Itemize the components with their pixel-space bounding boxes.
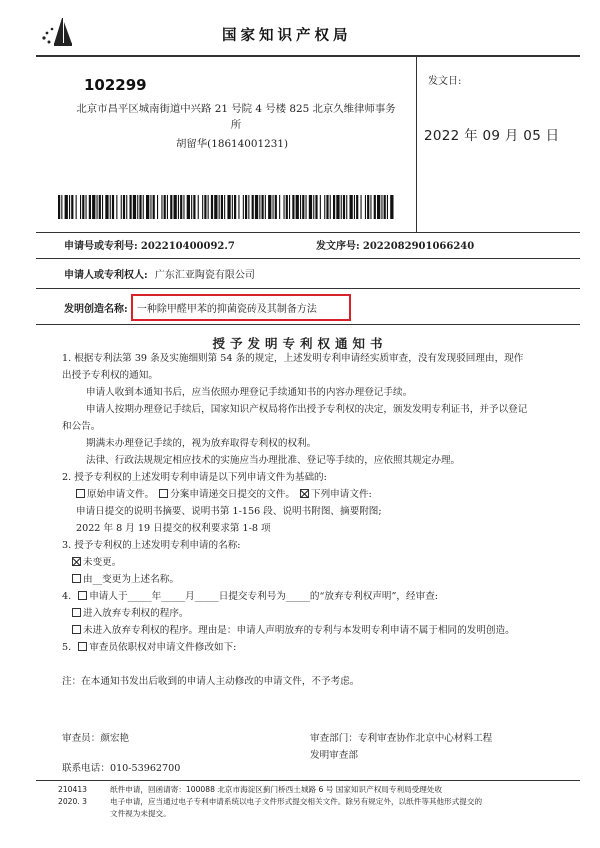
- form-code: 210413: [58, 785, 87, 794]
- option-name-unchanged: 未变更。: [83, 557, 122, 568]
- contact-phone: 联系电话：010-53962700: [62, 763, 181, 774]
- option-waiver-not-proceed: 未进入放弃专利权的程序。理由是：申请人声明放弃的专利与本发明专利申请不属于相同的发明创造。: [83, 625, 515, 636]
- department-line-2: 发明审查部: [310, 750, 358, 761]
- barcode-icon: [58, 195, 394, 219]
- footer-line-2: 电子申请，应当通过电子专利申请系统以电子文件形式提交相关文件。除另有规定外，以纸件等其他形式提交的: [110, 797, 483, 806]
- app-no-row: [64, 237, 235, 252]
- address-line-1: 北京市昌平区城南街道中兴路 21 号院 4 号楼 825 北京久维律师事务: [76, 103, 396, 115]
- serial-row: [316, 237, 474, 252]
- form-version: 2020. 3: [58, 797, 87, 806]
- para-4-number: 4.: [62, 591, 72, 602]
- applicant-label: 申请人或专利权人:: [64, 270, 148, 281]
- checkbox-divisional-docs: [159, 489, 168, 498]
- option-waiver-proceed: 进入放弃专利权的程序。: [83, 608, 189, 619]
- invention-value: 一种除甲醛甲苯的抑菌瓷砖及其制备方法: [136, 304, 317, 315]
- notice-title: 授予发明专利权通知书: [212, 336, 388, 351]
- para-2-line-3: 申请日提交的说明书摘要、说明书第 1-156 段、说明书附图、摘要附图;: [76, 506, 382, 517]
- examiner: 审查员：颜宏艳: [62, 733, 130, 744]
- cnipa-logo-icon: [40, 14, 74, 48]
- para-4-line-1: [62, 588, 438, 605]
- app-no-label: 申请号或专利号:: [64, 241, 138, 252]
- issue-date-value: 2022 年 09 月 05 日: [424, 128, 560, 144]
- app-no-value: 202210400092.7: [140, 241, 235, 252]
- para-1-line-2: 出授予专利权的通知。: [62, 370, 158, 381]
- para-1-line-7: 法律、行政法规规定相应技术的实施应当办理批准、登记等手续的，应依照其规定办理。: [86, 455, 461, 466]
- row-divider: [36, 258, 580, 259]
- para-5-line-1: [62, 639, 236, 656]
- para-1-line-1: 1. 根据专利法第 39 条及实施细则第 54 条的规定，上述发明专利申请经实质审查，没有发现驳回理由，现作: [62, 353, 524, 364]
- org-title: 国家知识产权局: [222, 28, 352, 44]
- checkbox-original-docs: [76, 489, 85, 498]
- row-divider: [36, 232, 580, 233]
- postcode: 102299: [84, 76, 147, 94]
- para-5-number: 5.: [62, 642, 72, 653]
- applicant-value: 广东汇亚陶瓷有限公司: [154, 270, 255, 281]
- checkbox-waiver-not-proceed: [72, 625, 81, 634]
- row-divider: [36, 288, 580, 289]
- para-2-options: [76, 486, 372, 503]
- option-name-changed: 由__变更为上述名称。: [83, 574, 179, 585]
- issue-date-label: 发文日:: [428, 76, 462, 87]
- serial-label: 发文序号:: [316, 241, 360, 252]
- footer-line-3: 文件视为未提交。: [110, 809, 171, 818]
- footer-divider: [36, 780, 580, 781]
- checkbox-waiver-proceed: [72, 608, 81, 617]
- para-1-line-5: 和公告。: [62, 421, 101, 432]
- option-original-docs: 原始申请文件。: [87, 489, 155, 500]
- serial-value: 2022082901066240: [362, 241, 475, 252]
- checkbox-examiner-amend: [78, 642, 87, 651]
- para-3-option-2: [72, 571, 179, 588]
- checkbox-name-unchanged: [72, 557, 81, 566]
- recipient: 胡留华(18614001231): [176, 138, 288, 150]
- row-divider: [36, 324, 580, 325]
- mailing-address: [62, 101, 410, 133]
- invention-highlight-box: [131, 294, 351, 321]
- para-2-line-1: 2. 授予专利权的上述发明专利申请是以下列申请文件为基础的:: [62, 472, 327, 483]
- para-3-line-1: 3. 授予专利权的上述发明专利申请的名称:: [62, 540, 241, 551]
- waiver-statement: 申请人于_____年_____月_____日提交专利号为_____的“放弃专利权声明”，经审查:: [89, 591, 439, 602]
- para-1-line-4: 申请人按期办理登记手续后，国家知识产权局将作出授予专利权的决定，颁发发明专利证书，并予以登记: [86, 404, 528, 415]
- invention-label: 发明创造名称:: [64, 304, 128, 315]
- checkbox-waiver: [78, 591, 87, 600]
- option-following-docs: 下列申请文件:: [311, 489, 372, 500]
- para-2-line-4: 2022 年 8 月 19 日提交的权利要求第 1-8 项: [76, 523, 271, 534]
- examiner-amend-text: 审查员依职权对申请文件修改如下:: [89, 642, 237, 653]
- checkbox-name-changed: [72, 574, 81, 583]
- para-3-option-1: [72, 554, 121, 571]
- para-1-line-6: 期满未办理登记手续的，视为放弃取得专利权的权利。: [86, 438, 317, 449]
- date-column-divider: [416, 55, 417, 233]
- applicant-row: [64, 266, 255, 281]
- note: 注：在本通知书发出后收到的申请人主动修改的申请文件，不予考虑。: [62, 676, 360, 687]
- address-line-2: 所: [230, 119, 242, 131]
- header-divider: [36, 55, 580, 57]
- checkbox-following-docs: [300, 489, 309, 498]
- para-1-line-3: 申请人收到本通知书后，应当依照办理登记手续通知书的内容办理登记手续。: [86, 387, 413, 398]
- para-4-option-2: [72, 622, 515, 639]
- footer-line-1: 纸件申请，回函请寄：100088 北京市海淀区蓟门桥西土城路 6 号 国家知识产权局专利局受理处收: [110, 785, 443, 794]
- option-divisional-docs: 分案申请递交日提交的文件。: [170, 489, 295, 500]
- department-line-1: 审查部门：专利审查协作北京中心材料工程: [310, 733, 493, 744]
- para-4-option-1: [72, 605, 189, 622]
